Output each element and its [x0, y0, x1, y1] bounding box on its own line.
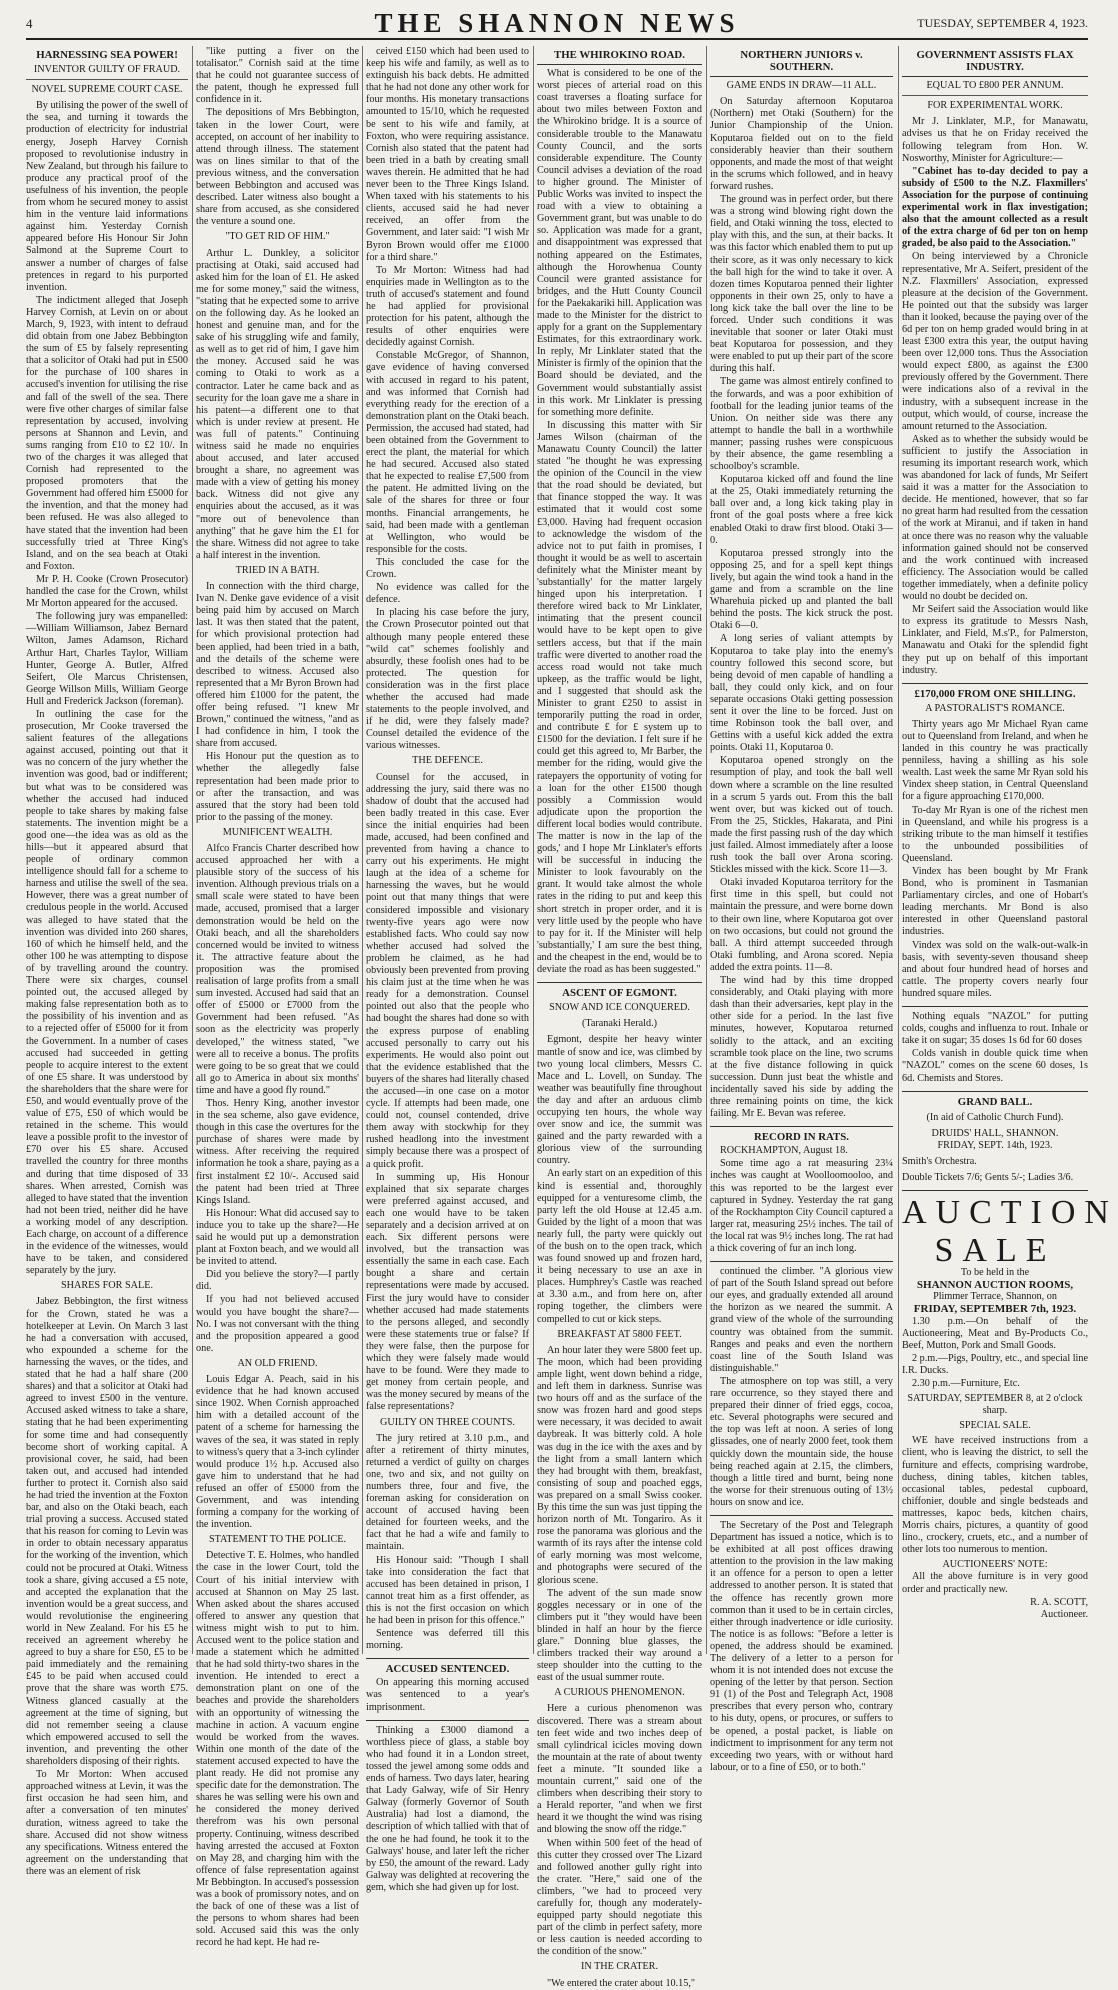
column-rule: [192, 46, 193, 1654]
article-paragraph: Mr P. H. Cooke (Crown Prosecutor) handled the case for the Crown, whilst Mr Morton appeared for the accused.: [26, 573, 188, 610]
article-paragraph: Asked as to whether the subsidy would be sufficient to justify the Association in resuming its important research work, which was abandoned for lack of funds, Mr Seifert said it was a matter for the Association to decide. He mentioned, however, that so far no great harm had resulted from the cessation of the work at Miranui, and if taken in hand at once there was no reason why the valuable information gained should not be conserved and the work continued with increased efficiency. The Association would be called together immediately, when a definite policy would no doubt be decided on.: [902, 433, 1088, 603]
article-paragraph: "like putting a fiver on the totalisator." Cornish said at the time that he could not guarantee success of the patent, though he expressed full confidence in it.: [196, 46, 359, 106]
article-paragraph: The Secretary of the Post and Telegraph Department has issued a notice, which is to be exhibited at all post offices drawing attention to the provision in the law making it an offence for a person to open a letter addressed to another person. It is stated that the offence has recently grown more common than it used to be in certain circles, either through inadvertence or idle curiosity. The notice is as follows: "Before a letter is opened, the address should be examined. The delivery of a letter to a person for whom it is not intended does not excuse the opening of the letter by that person. Section 91 (1) of the Post and Telegraph Act, 1908 prescribes that every person who, contrary to his duty, opens, or procures, or suffers to be opened, a postal packet, is liable on indictment to imprisonment for any term not exceeding two years, with or without hard labour, or to a fine of £50, or to both.": [710, 1519, 893, 1773]
auction-title: SALE: [934, 1232, 1056, 1270]
section-subheading: BREAKFAST AT 5800 FEET.: [557, 1328, 682, 1340]
article-paragraph: ROCKHAMPTON, August 18.: [720, 1145, 848, 1157]
ball-advertisement: [902, 1096, 1088, 1185]
article-paragraph: ceived £150 which had been used to keep his wife and family, as well as to extinguish his back debts. He admitted that he had not done any other work for four months. His monetary transactions amounted to 15/10, which he requested be sent to his wife and family, at Foxton, who were requiring assistance. Cornish also stated that the patent had been tried in a bath by creating small waves therein. He admitted that he had never been to the Three Kings Island. When taxed with his statements to his clients, accused said he had never received, an offer from the Government, and later said: "I wish Mr Byron Brown would offer me £1000 for a third share.": [366, 46, 529, 263]
article-source: (Taranaki Herald.): [581, 1018, 658, 1030]
article-paragraph: Here a curious phenomenon was discovered. There was a stream about ten feet wide and two inches deep of small cylindrical icicles moving down the mountain at the rate of about twenty feet a minute. "It sounded like a mountain current," said one of the climbers when describing their story to a Herald reporter, "and when we first heard it we thought the wind was rising and blowing the snow off the ridge.": [537, 1703, 702, 1836]
article-subheading: A PASTORALIST'S ROMANCE.: [925, 702, 1065, 714]
article-paragraph: An early start on an expedition of this kind is essential and, thoroughly equipped for a venturesome climb, the party left the old House at 12.45 a.m. Guided by the light of a moon that was nearly full, the party were quickly out of the bush on to the open track, which was found snowed up and frozen hard, it being necessary to use an axe in places. Humphrey's Castle was reached at 3.30 a.m., and from here on, after roping together, the climbers were compelled to cut or kick steps.: [537, 1168, 702, 1325]
auctioneer-name: R. A. SCOTT,: [1030, 1596, 1088, 1608]
article-paragraph: Koputaroa pressed strongly into the opposing 25, and for a spell kept things lively, but again the wind took a hand in the game and from a scramble on the line Wharehuia picked up and planted the ball behind the posts. The kick struck the post. Otaki 6—0.: [710, 547, 893, 632]
article-paragraph: Alfco Francis Charter described how accused approached her with a plausible story of the success of his invention. Although previous trials on a small scale were stated to have been made, accused, promised that a larger demonstration would be held on the Otaki beach, and all the shareholders concerned would be invited to witness it. The attractive feature about the proposition was the promised realisation of large profits from a small sum invested. Accused had said that an offer of £5000 or £7000 from the Government had been refused. "As soon as the electricity was properly developed," the witness stated, "we were all to receive a bonus. The profits were going to be so great that we could all go to America in about six months' time and have a good fly round.": [196, 843, 359, 1096]
article-paragraph: In discussing this matter with Sir James Wilson (chairman of the Manawatu County Council) the latter stated "he thought he was expressing the opinion of the Council in the view that the road should be deviated, but that finance stopped the way. It was estimated that it would cost some £3,000. Having had frequent occasion to acknowledge the wisdom of the advice not to put faith in promises, I thought it would be as well to ascertain definitely what the Minister meant by 'substantially' for the matter largely hinged upon his interpretation. I therefore wired back to Mr Linklater, intimating that the present council would have to be kept open to give settlers access, but that if the main traffic were diverted to another road the access road would not take much upkeep, as the traffic would be light, and I suggested that should ask the Minister to grant £250 to assist in temporarily putting the road in order, and contribute £ for £ system up to £1500 for the deviation. I felt sure if he could get this agreed to, Mr Barber, the member for the riding, would give the ratepayers the opportunity of voting for a loan for the other £1500 though possibly a Commission would adjudicate upon the proportion the different local bodies would contribute. The matter is now in the lap of the gods,' and I hope Mr Linklater's efforts will be successful in inducing the Minister to look favourably on the grant. It would take almost the whole rates in the riding to put and keep this short stretch in proper order, and it is very little used by the people who have to pay for it. If the Minister will help 'substantially,' I am sure the best thing, and the cheapest in the end, would be to deviate the road as has been suggested.": [537, 419, 702, 976]
article-subheading: FOR EXPERIMENTAL WORK.: [927, 100, 1063, 112]
article-divider: [902, 683, 1088, 684]
ball-purpose: (In aid of Catholic Church Fund).: [926, 1111, 1064, 1123]
article-paragraph: This concluded the case for the Crown.: [366, 556, 529, 581]
article-subheading: EQUAL TO £800 PER ANNUM.: [902, 80, 1088, 96]
column-4: [537, 46, 702, 1989]
auction-saturday: SATURDAY, SEPTEMBER 8, at 2 o'clock sharp.: [907, 1393, 1083, 1417]
article-paragraph: Thos. Henry King, another investor in the sea scheme, also gave evidence, though in this case the overtures for the purchase of shares were made by witness. After receiving the required information he took a share, paying as a first instalment £2 10/-. Accused said the patent had been tried at Three Kings Island.: [196, 1097, 359, 1206]
article-paragraph: The game was almost entirely confined to the forwards, and was a poor exhibition of football for the leading junior teams of the Union. On neither side was there any attempt to handle the ball in a worthwhile manner; passing rushes were conspicuous by their absence, the game resembling a schoolboy's scramble.: [710, 376, 893, 473]
article-paragraph: The atmosphere on top was still, a very rare occurrence, so they stayed there and prepared their dinner of fried eggs, cocoa, etc. Several photographs were secured and the top was left at noon. A series of long glissades, one of nearly 2000 feet, took them quickly down the mountain side, the house being reached again at 2.15, the climbers, though a little tired and burnt, being none the worse for their strenuous outing of 13½ hours on snow and ice.: [710, 1375, 893, 1508]
article-divider: [902, 1006, 1088, 1007]
article-paragraph: Egmont, despite her heavy winter mantle of snow and ice, was climbed by two young local climbers, Messrs C. Mace and L. Lovell, on Sunday. The weather was beautifully fine throughout the day and after an arduous climb occupying ten hours, the whole way over snow and ice, the summit was gained and the party rewarded with a glorious view of the surrounding country.: [537, 1034, 702, 1167]
article-paragraph: Koputaroa kicked off and found the line at the 25, Otaki immediately returning the ball over and, a long kick taking play in front of the goal posts where a free kick enabled Otaki to draw first blood. Otaki 3—0.: [710, 474, 893, 546]
article-paragraph: Mr J. Linklater, M.P., for Manawatu, advises us that he on Friday received the following telegram from Hon. W. Nosworthy, Minister for Agriculture:—: [902, 116, 1088, 164]
article-paragraph: On being interviewed by a Chronicle representative, Mr A. Seifert, president of the N.Z. Flaxmillers' Association, expressed pleasure at the decision of the Government. He pointed out that the subsidy was larger than it looked, because the paying over of the 6d per ton on hemp graded would bring in at least £300 extra this year, the output having been over 12,000 tons. Thus the Association would expect £800, as against the £300 previously offered by the Government. There were indications also of a revival in the industry, with a subsequent increase in the output, which would, of course, increase the amount returned to the Association.: [902, 251, 1088, 432]
auctioneer-title: Auctioneer.: [1040, 1608, 1088, 1620]
article-paragraph: The following jury was empanelled:—William Williamson, Jabez Bernard Wilton, James Adamson, Richard Arthur Hart, Charles Taylor, William Hunter, George A. Butler, Alfred Seifert, Ole Marcus Christensen, George Willson Mills, William George Hull and Frederick Jackson (foreman).: [26, 611, 188, 707]
article-paragraph: No evidence was called for the defence.: [366, 582, 529, 606]
article-paragraph: In connection with the third charge, Ivan N. Denke gave evidence of a visit being paid him by accused on March last. It was then stated that the patent, for which provisional protection had been applied, had been tried in a bath, and the details of the scheme were described to witness. Accused also represented that a Mr Byron Brown had offered him £1000 for the patent, the offer being refused. "I knew Mr Brown," continued the witness, "and as I had confidence in him, I took the share from accused.: [196, 581, 359, 750]
article-subheading: SNOW AND ICE CONQUERED.: [549, 1002, 690, 1014]
article-paragraph: Constable McGregor, of Shannon, gave evidence of having conversed with accused in regard to his patent, and was informed that Cornish had everything ready for the erection of a demonstration plant on the Otaki beach. Permission, the accused had stated, had been obtained from the Government to erect the plant, the material for which he had secured. Accused also stated that he expected to realise £7,500 from the patent. He admitted living on the sale of the shares for three or four months. Financial arrangements, he said, had been made with a gentleman at Wellington, who would be responsible for the costs.: [366, 350, 529, 555]
column-1: [26, 46, 188, 1877]
article-headline: HARNESSING SEA POWER!: [36, 49, 178, 61]
article-paragraph: Louis Edgar A. Peach, said in his evidence that he had known accused since 1902. When Cornish approached him with a detailed account of the patent of a scheme for harnessing the waves of the sea, it was stated in reply to witness's query that a 3-inch cylinder would produce 1½ h.p. Accused also gave him to understand that he had refused an offer of £5000 from the Government, and was intending forming a company for the working of the invention.: [196, 1374, 359, 1531]
auction-address: Plimmer Terrace, Shannon, on: [933, 1291, 1057, 1303]
auction-item: 2 p.m.—Pigs, Poultry, etc., and special line I.R. Ducks.: [902, 1352, 1088, 1376]
ball-tickets: Double Tickets 7/6; Gents 5/-; Ladies 3/6.: [902, 1172, 1074, 1184]
auction-item: 2.30 p.m.—Furniture, Etc.: [912, 1378, 1020, 1389]
auction-rooms: SHANNON AUCTION ROOMS,: [916, 1279, 1074, 1292]
column-rule: [533, 46, 534, 1654]
article-headline: ACCUSED SENTENCED.: [385, 1663, 510, 1676]
article-paragraph: Vindex was sold on the walk-out-walk-in basis, with seventy-seven thousand sheep and about four hundred head of horses and cattle. The property covers nearly four hundred square miles.: [902, 939, 1088, 999]
article-divider: [366, 1658, 529, 1659]
article-paragraph: In summing up, His Honour explained that six separate charges were preferred against accused, and each one would have to be taken separately and a decision arrived at on each. Six different persons were involved, but the transaction was essentially the same in each case. Each bought a share and certain representations were made by accused. First the jury would have to consider whether accused had made statements to the persons alleged, and secondly were these statements true or false? If they were false, then the purpose for which they were falsely made would have to be found. Were they made to get money from certain people, and was the money secured by means of the false representations?: [366, 1171, 529, 1413]
article-paragraph: By utilising the power of the swell of the sea, and turning it towards the production of electricity for industrial energy, Joseph Harvey Cornish proposed to revolutionise industry in New Zealand, but through his failure to produce any practical proof of the usefulness of his invention, the people from whom he secured money to assist him in the venture laid informations against him. Yesterday Cornish appeared before His Honour Sir John Salmond at the Supreme Court to answer a number of charges of false pretences in regard to his purported invention.: [26, 100, 188, 293]
article-paragraph: His Honour said: "Though I shall take into consideration the fact that accused has been detained in prison, I cannot treat him as a first offender, as this is not the first occasion on which he had been in prison for this offence.": [366, 1554, 529, 1626]
section-subheading: TRIED IN A BATH.: [235, 564, 320, 576]
auction-item: 1.30 p.m.—On behalf of the Auctioneering, Meat and By-Products Co., Beef, Mutton, Pork and Small Goods.: [902, 1315, 1088, 1351]
page-number: 4: [26, 16, 33, 31]
auction-held: To be held in the: [960, 1267, 1030, 1279]
column-5: [710, 46, 893, 1773]
article-subheading: GAME ENDS IN DRAW—11 ALL.: [726, 80, 877, 92]
article-paragraph: The ground was in perfect order, but there was a strong wind blowing right down the field, and Otaki winning the toss, elected to play with this, and the sun, at their backs. It was this factor which enabled them to put up their score, as it was only necessary to kick the ball high for the wind to take it over. A dozen times Koputaroa penned their lighter opponents in their own 25, only to have a long kick take the ball over the line to be forced. Under such conditions it was inevitable that sooner or later Otaki must beat Koputaroa for possession, and they were enabled to put up their part of the score during this half.: [710, 194, 893, 375]
article-paragraph: In outlining the case for the prosecution, Mr Cooke traversed the salient features of the allegations against accused, pointing out that it was no concern of the jury whether the invention was good, bad or indifferent; but what was to be considered was whether the accused had induced people to take shares by making false statements. The invention might be a good one—the idea was as old as the hills—but it appeared absurd that people of ordinary common intelligence should fall for a scheme to harness and utilise the swell of the sea. However, there was a great number of credulous people in the world. Accused was alleged to have stated that the invention was divided into 260 shares, 160 of which he himself held, and the other 100 he was attempting to dispose of by travelling around the country. There were six charges, counsel pointed out, the accused alleged by making false representation both as to the possibility of his invention and as to a rejected offer of £5000 for it from the Government. In a number of cases accused had succeeded in getting people to acquire interest to the extent of one £5 share. It was understood by the shareholders that the share were for £50, and would eventually prove of the value of £75, £50 of which would be retained in the scheme. This would leave a possible profit to the investor of £70 over his £5 share. Accused travelled the country for three months and during that time disposed of 33 shares. When arrested, Cornish was alleged to have stated that the invention had not been tried, neither did he have a working model of any description. Each charge, on account of a difference in the evidence of the witnesses, would have to be taken, and considered separately by the jury.: [26, 708, 188, 1277]
section-subheading: IN THE CRATER.: [580, 1961, 659, 1973]
article-headline: NORTHERN JUNIORS v. SOUTHERN.: [710, 49, 893, 77]
article-divider: [902, 1190, 1088, 1191]
article-paragraph: The depositions of Mrs Bebbington, taken in the lower Court, were accepted, on account of her inability to attend through illness. The statement was on lines similar to that of the previous witness, and the conversation between Bebbington and accused was described. Later witness also bought a share from accused, as she considered the venture a sound one.: [196, 107, 359, 228]
article-paragraph: The advent of the sun made snow goggles necessary or in one of the climbers put it "they would have been blinded in half an hour by the fierce glare." Donning blue glasses, the climbers tracked their way around a steep shoulder into the cutting to the east of the usual summer route.: [537, 1587, 702, 1684]
article-paragraph: Vindex has been bought by Mr Frank Bond, who is prominent in Tasmanian Parliamentary circles, and one of Hobart's leading merchants. Mr Bond is also interested in other Queensland pastoral industries.: [902, 866, 1088, 938]
section-subheading: STATEMENT TO THE POLICE.: [208, 1534, 347, 1546]
article-paragraph: Arthur L. Dunkley, a solicitor practising at Otaki, said accused had asked him for the loan of £1. He asked me for some money," said the witness, "stating that he expected some to arrive on the following day. As he looked an honest and genuine man, and for the sake of his struggling wife and family, as well as to get rid of him, I gave him the money. Accused said he was coming to Otaki to work as a contractor. Later he came back and as security for the loan gave me a share in his patent—a different one to that which is under review at present. He was full of patents." Continuing witness said he made no enquiries about accused, and later accused brought a share, no agreement was made with a view of getting his money back. Witness did not give any enquiries about the accused, as it was "more out of benevolence than anything" that he gave him the £1 for the share. Witness did not agree to take a half interest in the invention.: [196, 247, 359, 561]
article-paragraph: If you had not believed accused would you have bought the share?—No. I was not conversant with the thing and the proposition appeared a good one.: [196, 1294, 359, 1354]
section-subheading: SHARES FOR SALE.: [61, 1280, 153, 1292]
article-paragraph: To Mr Morton: Witness had had enquiries made in Wellington as to the truth of accused's statement and found he had applied for provisional protection for his patent, although the results of other enquiries were decidedly against Cornish.: [366, 264, 529, 349]
newspaper-title: THE SHANNON NEWS: [374, 8, 740, 38]
article-paragraph: His Honour put the question as to whether the allegedly false representation had been made prior to or after the transaction, and was assured that the story had been told prior to the passing of the money.: [196, 751, 359, 823]
column-rule: [706, 46, 707, 1654]
advertisement-nazol: Colds vanish in double quick time when "NAZOL" comes on the scene 60 doses, 1s 6d. Chemists and Stores.: [902, 1048, 1088, 1084]
column-3: [366, 46, 529, 1893]
article-divider: [366, 1720, 529, 1721]
column-2: [196, 46, 359, 1949]
ball-date: FRIDAY, SEPT. 14th, 1923.: [937, 1139, 1053, 1151]
article-paragraph: Counsel for the accused, in addressing the jury, said there was no shadow of doubt that the accused had been badly treated in this case. Ever since the initial enquiries had been made, accused, had been confined and prevented from having a chance to carry out his experiments. He might laugh at the idea of a scheme for harnessing the waves, but he would point out that many things that were considered impossible and visionary twenty-five years ago were now established facts. Who could say now whether accused had solved the problem he claimed, as he had obviously been prevented from proving his claim just at the time when he was ready for a demonstration. Counsel pointed out also that the people who had bought the shares had done so with the express purpose of enabling accused personally to carry out his experiments. He would also point out that the evidence established that the buyers of the shares had literally chased the accused—in one case on a motor cycle. If attempts had been made, one could not, counsel contended, drive them away with stockwhip for they rushed headlong into the investment simply because there was a prospect of a quick profit.: [366, 771, 529, 1170]
issue-date: TUESDAY, SEPTEMBER 4, 1923.: [917, 16, 1088, 30]
article-paragraph: When within 500 feet of the head of this cutter they crossed over The Lizard and followed another gully right into the crater. "Here," said one of the climbers, "we had to proceed very carefully for, though any moderately-equipped party should negotiate this part of the climb in perfect safety, more or less caution is needed according to the condition of the snow.": [537, 1837, 702, 1958]
article-paragraph: In placing his case before the jury, the Crown Prosecutor pointed out that although many people entered these "wild cat" schemes foolishly and absurdly, these foolish ones had to be protected. The question for consideration was in the first place whether the accused had made statements to the people involved, and if he did, were they falsely made? Counsel detailed the evidence of the various witnesses.: [366, 607, 529, 752]
auction-body: WE have received instructions from a client, who is leaving the district, to sell the furniture and effects, comprising wardrobe, duchess, dining tables, kitchen tables, occasional tables, pedestal cupboard, chiffonier, double and single bedsteads and mattresses, kapoc beds, kitchen chairs, Morris chairs, pictures, a quantity of good lino., crockery, cruets, etc., and a number of other lots too numerous to mention.: [902, 1435, 1088, 1556]
auction-advertisement: [902, 1194, 1118, 1621]
section-subheading: THE DEFENCE.: [412, 755, 483, 767]
auction-date: FRIDAY, SEPTEMBER 7th, 1923.: [913, 1303, 1077, 1316]
auction-note-title: AUCTIONEERS' NOTE:: [942, 1559, 1048, 1571]
section-subheading: AN OLD FRIEND.: [237, 1357, 318, 1369]
article-divider: [710, 1126, 893, 1127]
masthead: [26, 6, 1088, 40]
column-rule: [362, 46, 363, 1654]
article-paragraph: On appearing this morning accused was sentenced to a year's imprisonment.: [366, 1677, 529, 1713]
auction-title: AUCTION: [902, 1194, 1118, 1232]
section-subheading: GUILTY ON THREE COUNTS.: [380, 1416, 515, 1428]
article-paragraph: The wind had by this time dropped considerably, and Otaki playing with more dash than their adversaries, kept play in the other side for a period. In the last five minutes, however, Koputaroa returned solidly to the attack, and an exciting scramble took place on the line, two scrums at the five distance following in quick succession. Dunn just beat the whistle and incidentally saved his side by adding the three remaining points on time, the kick failing. Mr E. Bevan was referee.: [710, 975, 893, 1120]
column-rule: [898, 46, 899, 1654]
advertisement-nazol: Nothing equals "NAZOL" for putting colds, coughs and influenza to rout. Inhale or take it on sugar; 35 doses 1s 6d for 60 doses: [902, 1011, 1088, 1047]
article-divider: [537, 982, 702, 983]
article-divider: [710, 1261, 893, 1262]
article-paragraph: Thirty years ago Mr Michael Ryan came out to Queensland from Ireland, and when he landed in this country he was practically penniless, having a shilling as his sole wealth. Last week the same Mr Ryan sold his Vindex sheep station, in Central Queensland for a figure approaching £170,000.: [902, 718, 1088, 803]
article-subheading: NOVEL SUPREME COURT CASE.: [31, 84, 183, 96]
section-subheading: MUNIFICENT WEALTH.: [222, 826, 333, 838]
article-headline: £170,000 FROM ONE SHILLING.: [914, 687, 1076, 700]
article-paragraph: On Saturday afternoon Koputaroa (Northern) met Otaki (Southern) for the Junior Championship of the Union. Koputaroa fielded out on to the field considerably heavier than their southern opponents, and made the most of that weight in the scrums which followed, and in heavy forward rushes.: [710, 96, 893, 192]
article-paragraph: Did you believe the story?—I partly did.: [196, 1269, 359, 1293]
auction-note: All the above furniture is in very good order and practically new.: [902, 1571, 1088, 1595]
article-paragraph: The indictment alleged that Joseph Harvey Cornish, at Levin on or about March, 9, 1923, with intent to defraud did obtain from one Jabez Bebbington the sum of £5 by falsely representing that a solicitor of Otaki had put in £500 for the purchase of 100 shares in accused's invention for utilising the rise and fall of the swell of the sea. There were five other charges of similar false representation by accused, involving persons at Shannon and Levin, and sums ranging from £10 to £2 10/. In two of the charges it was alleged that Cornish had represented to the proposed promoters that the Government had offered him £5000 for the invention, and that the money had been refused. He was also alleged to have stated that the invention had been successfully tried at Three King's Island, and on the sea beach at Otaki and Foxton.: [26, 294, 188, 572]
article-paragraph: Jabez Bebbington, the first witness for the Crown, stated he was a hotelkeeper at Levin. On March 3 last he had a conversation with accused, who expounded a scheme for the harnessing the waves, or the tides, and stated that he had a half share (200 shares) and that a solicitor at Otaki had agreed to invest £500 in the venture. Accused asked witness to take a share, stating that he had been experimenting for some time and had consequently become short of working capital. A provisional cover, he said, had been taken out, and accused had intended further to protect it. Cornish also said he had tried the invention at the Foxton bar, and also on the Otaki beach, each trial proving a success. Accused stated that his reason for coming to Levin was in order to obtain necessary apparatus for the working of the invention, which could not be procured at Otaki. Witness took a share, giving accused a £5 note, and accepted the explanation that the invention would be a great success, and would revolutionise the engineering world in New Zealand. For his £5 he received an agreement whereby he agreed to buy a share for £50, £5 to be paid immediately and the remaining £45 to be paid when accused could prove that the share was worth £75. Witness glanced casually at the agreement at the time of signing, but did not remember seeing a clause which empowered accused to sell the invention, and preventing the other shareholders disposing of their rights.: [26, 1296, 188, 1768]
ball-orchestra: Smith's Orchestra.: [902, 1155, 977, 1167]
telegram-quote: "Cabinet has to-day decided to pay a subsidy of £500 to the N.Z. Flaxmillers' Association for the purpose of continuing experimental work in flax investigation; also that the amount collected as a result of the extra charge of 6d per ton on hemp graded, be also paid to the Association.": [902, 165, 1088, 250]
article-headline: RECORD IN RATS.: [754, 1131, 849, 1144]
article-divider: [902, 1091, 1088, 1092]
article-divider: [710, 1515, 893, 1516]
article-paragraph: Detective T. E. Holmes, who handled the case in the lower Court, told the Court of his initial interview with accused at Shannon on May 25 last. When asked about the shares accused offered to answer any question that witness might wish to put to him. Accused went to the police station and made a statement which he admitted that he had sold thirty-two shares in the invention. He intended to erect a demonstration plant on one of the beaches and provide the shareholders with an opportunity of witnessing the machine in action. A vacuum engine would be worked from the waves. Within one month of the date of the statement accused expected to have the plant ready. He did not promise any specific date for the demonstration. The shares he was selling were his own and he considered the money derived therefrom was his own personal property. Continuing, witness described having arrested the accused at Foxton on May 28, and charging him with the offence of false representation against Mr Bebbington. In accused's possession was a book of promissory notes, and on the back of one of these was a list of the persons to whom shares had been sold. Accused said this was the only record he had kept. He had re-: [196, 1550, 359, 1949]
article-headline: GOVERNMENT ASSISTS FLAX INDUSTRY.: [902, 49, 1088, 77]
section-subheading: A CURIOUS PHENOMENON.: [554, 1687, 685, 1699]
article-paragraph: His Honour: What did accused say to induce you to take up the share?—He said he would put up a demonstration plant at Foxton beach, and we would all be invited to attend.: [196, 1207, 359, 1268]
section-subheading: "TO GET RID OF HIM.": [225, 231, 330, 243]
article-paragraph: Sentence was deferred till this morning.: [366, 1628, 529, 1652]
article-paragraph: To Mr Morton: When accused approached witness at Levin, it was the first occasion he had seen him, and after a conversation of ten minutes' duration, witness agreed to take the share. Accused did not show witness any specifications. Witness entered the agreement on the understanding that there was an element of risk: [26, 1769, 188, 1877]
article-paragraph: The jury retired at 3.10 p.m., and after a retirement of thirty minutes, returned a verdict of guilty on charges one, two and six, and not guilty on numbers three, four and five, the foreman asking for consideration on account of accused having been detained for fourteen weeks, and the fact that he had a wife and family to maintain.: [366, 1432, 529, 1553]
article-paragraph: A long series of valiant attempts by Koputaroa to take play into the enemy's country followed this second score, but being devoid of men capable of handling a ball, they could only kick, and on four separate occasions Otaki getting possession sent it over the line to be forced. Just on time Robinson took the ball over, and Gettins with a useful kick added the extra points. Otaki 11, Koputaroa 0.: [710, 633, 893, 754]
article-paragraph: Thinking a £3000 diamond a worthless piece of glass, a stable boy who had found it in a London street, tossed the jewel among some odds and ends of harness. Two days later, hearing that Lady Galway, wife of Sir Henry Galway (formerly Governor of South Australia) had lost a diamond, the description of which tallied with that of the one he had found, he took it to the Galways' house, and later left the richer by £50, the amount of the reward. Lady Galway was delighted at recovering the gem, which she had given up for lost.: [366, 1724, 529, 1893]
article-paragraph: An hour later they were 5800 feet up. The moon, which had been providing ample light, went down behind a ridge, and left them in darkness. Sunrise was two hours off and as the surface of the snow was frozen hard and good steps were necessary, it was decided to await daybreak. It was bitterly cold. A hole was dug in the ice with the axes and by the light from a small lantern which they had brought with them, breakfast, consisting of soup and poached eggs, was prepared on a small Swiss cooker. By this time the sun was just tipping the horizon north of Mt. Tongariro. As it rose the panorama was glorious and the warmth of its rays after the intense cold of early morning was most welcome, and photographs were secured of the glorious scene.: [537, 1344, 702, 1586]
article-paragraph: Some time ago a rat measuring 23¼ inches was caught at Woolloomooloo, and this was reported to be the largest ever captured in Sydney. Yesterday the rat gang of the Rockhampton City Council captured a larger rat, measuring 25½ inches. The tail of the local rat was 9½ inches long. The rat had a thick covering of fur an inch long.: [710, 1158, 893, 1254]
article-paragraph: "We entered the crater about 10.15,": [547, 1977, 696, 1989]
article-subheading: INVENTOR GUILTY OF FRAUD.: [26, 64, 188, 80]
article-paragraph: Koputaroa opened strongly on the resumption of play, and took the ball well down where a scramble on the line resulted in a scrum 5 yards out. From this the ball went over, but was kicked out of touch. From the 25, Stickles, Hakarata, and Pini made the first passing rush of the day which just failed. Almost immediately after a loose rush took the ball over Arona scoring. Stickles missed with the kick. Score 11—3.: [710, 755, 893, 876]
article-paragraph: Mr Seifert said the Association would like to express its gratitude to Messrs Nash, Linklater, and Field, M.s'P., for Palmerston, Manawatu and Otaki for the splendid fight they put up on behalf of this important industry.: [902, 604, 1088, 676]
column-6: [902, 46, 1118, 1654]
article-headline: THE WHIROKINO ROAD.: [537, 49, 702, 65]
ball-title: GRAND BALL.: [957, 1095, 1033, 1108]
article-paragraph: To-day Mr Ryan is one of the richest men in Queensland, and while his progress is a striking tribute to the man himself it testifies to the unbounded possibilities of Queensland.: [902, 804, 1088, 864]
auction-special: SPECIAL SALE.: [959, 1420, 1031, 1432]
ball-venue: DRUIDS' HALL, SHANNON.: [931, 1127, 1059, 1139]
article-paragraph: Otaki invaded Koputaroa territory for the first time in this spell, but could not maintain the pressure, and were borne down to their own line, where Koputaroa got over on two occasions, but could not ground the ball. A third attempt succeeded through Otaki fumbling, and Arona scored. Nepia added the extra points. 11—8.: [710, 877, 893, 973]
article-paragraph: continued the climber. "A glorious view of part of the South Island spread out before our eyes, and gradually extended all around the horizon as we neared the summit. A grand view of the whole of the surrounding country was obtained from the summit. Ranges and peaks and even the northern coast line of the South Island was distinguishable.": [710, 1266, 893, 1374]
article-headline: ASCENT OF EGMONT.: [562, 987, 677, 1000]
article-paragraph: What is considered to be one of the worst pieces of arterial road on this coast traverses a floating surface for about two miles between Foxton and the Whirokino bridge. It is a source of considerable trouble to the Manawatu County Council, and the sorts considerable expenditure. The County Council advises a deviation of the road to higher ground. The Minister of Public Works was invited to inspect the road with a view to obtaining a Government grant, but was unable to do so. Application was made for a grant, and disappointment was expressed that nothing appeared on the Estimates, although the Horowhenua County Council were granted assistance for bridges, and the Hutt County Council for the Paekakariki hill. Application was made to the Minister for the district to apply for a grant on the Supplementary Estimates, for this extraordinary work. In reply, Mr Linklater stated that the Minister is firmly of the opinion that the Board should be deviated, and the Government would substantially assist in this work. Mr Linklater is pressing for something more definite.: [537, 68, 702, 418]
